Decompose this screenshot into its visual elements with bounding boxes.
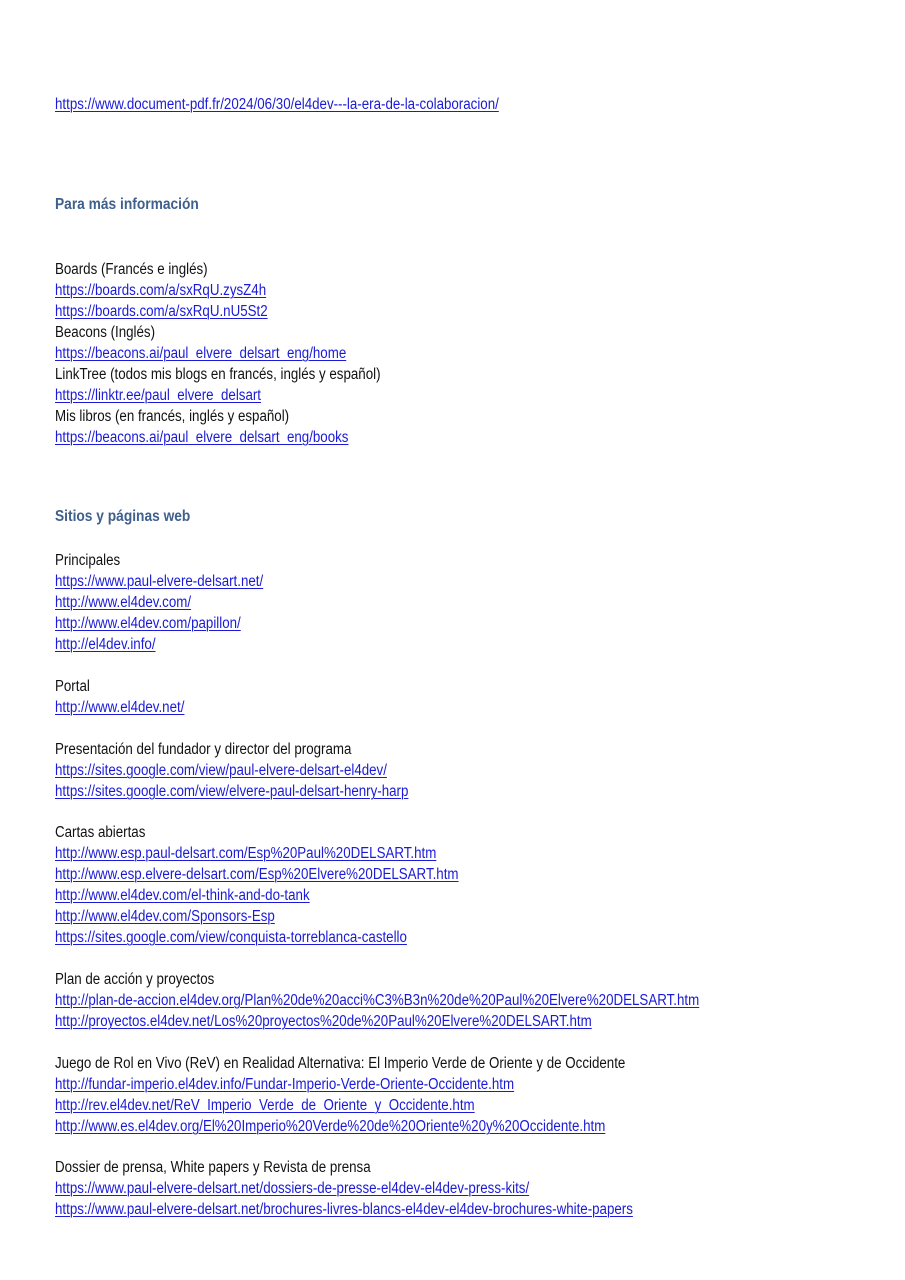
sites-link-principales-3[interactable]: http://www.el4dev.com/papillon/: [55, 615, 241, 632]
sites-label-principales: Principales: [55, 552, 121, 569]
top-link[interactable]: https://www.document-pdf.fr/2024/06/30/el4dev---la-era-de-la-colaboracion/: [55, 96, 499, 113]
sites-link-presentacion-1[interactable]: https://sites.google.com/view/paul-elvere-delsart-el4dev/: [55, 762, 387, 779]
sites-label-rev: Juego de Rol en Vivo (ReV) en Realidad Alternativa: El Imperio Verde de Oriente y de Occidente: [55, 1055, 626, 1072]
info-label-linktree: LinkTree (todos mis blogs en francés, inglés y español): [55, 366, 381, 383]
sites-link-cartas-1[interactable]: http://www.esp.paul-delsart.com/Esp%20Paul%20DELSART.htm: [55, 845, 437, 862]
info-link-books[interactable]: https://beacons.ai/paul_elvere_delsart_eng/books: [55, 429, 349, 446]
sites-link-dossier-2[interactable]: https://www.paul-elvere-delsart.net/brochures-livres-blancs-el4dev-el4dev-brochures-white-papers: [55, 1201, 633, 1218]
section-heading-info: Para más información: [55, 196, 199, 213]
sites-link-plan-2[interactable]: http://proyectos.el4dev.net/Los%20proyectos%20de%20Paul%20Elvere%20DELSART.htm: [55, 1013, 592, 1030]
sites-link-rev-1[interactable]: http://fundar-imperio.el4dev.info/Fundar-Imperio-Verde-Oriente-Occidente.htm: [55, 1076, 515, 1093]
sites-link-cartas-3[interactable]: http://www.el4dev.com/el-think-and-do-tank: [55, 887, 310, 904]
sites-link-principales-2[interactable]: http://www.el4dev.com/: [55, 594, 192, 611]
sites-link-rev-2[interactable]: http://rev.el4dev.net/ReV_Imperio_Verde_de_Oriente_y_Occidente.htm: [55, 1097, 475, 1114]
sites-link-cartas-2[interactable]: http://www.esp.elvere-delsart.com/Esp%20Elvere%20DELSART.htm: [55, 866, 459, 883]
sites-label-presentacion: Presentación del fundador y director del programa: [55, 741, 352, 758]
sites-link-principales-1[interactable]: https://www.paul-elvere-delsart.net/: [55, 573, 264, 590]
info-link-boards-2[interactable]: https://boards.com/a/sxRqU.nU5St2: [55, 303, 268, 320]
section-heading-sites: Sitios y páginas web: [55, 508, 191, 525]
sites-link-dossier-1[interactable]: https://www.paul-elvere-delsart.net/dossiers-de-presse-el4dev-el4dev-press-kits/: [55, 1180, 530, 1197]
info-label-beacons: Beacons (Inglés): [55, 324, 156, 341]
info-link-boards-1[interactable]: https://boards.com/a/sxRqU.zysZ4h: [55, 282, 267, 299]
sites-link-plan-1[interactable]: http://plan-de-accion.el4dev.org/Plan%20de%20acci%C3%B3n%20de%20Paul%20Elvere%20DELSART.htm: [55, 992, 700, 1009]
sites-label-cartas: Cartas abiertas: [55, 824, 146, 841]
sites-link-portal[interactable]: http://www.el4dev.net/: [55, 699, 185, 716]
sites-label-portal: Portal: [55, 678, 90, 695]
info-label-books: Mis libros (en francés, inglés y español): [55, 408, 290, 425]
sites-link-principales-4[interactable]: http://el4dev.info/: [55, 636, 156, 653]
sites-label-plan: Plan de acción y proyectos: [55, 971, 215, 988]
sites-label-dossier: Dossier de prensa, White papers y Revista de prensa: [55, 1159, 371, 1176]
info-label-boards: Boards (Francés e inglés): [55, 261, 208, 278]
info-link-linktree[interactable]: https://linktr.ee/paul_elvere_delsart: [55, 387, 261, 404]
info-link-beacons[interactable]: https://beacons.ai/paul_elvere_delsart_eng/home: [55, 345, 347, 362]
sites-link-cartas-4[interactable]: http://www.el4dev.com/Sponsors-Esp: [55, 908, 275, 925]
sites-link-cartas-5[interactable]: https://sites.google.com/view/conquista-torreblanca-castello: [55, 929, 407, 946]
sites-link-presentacion-2[interactable]: https://sites.google.com/view/elvere-paul-delsart-henry-harp: [55, 783, 409, 800]
sites-link-rev-3[interactable]: http://www.es.el4dev.org/El%20Imperio%20Verde%20de%20Oriente%20y%20Occidente.htm: [55, 1118, 606, 1135]
